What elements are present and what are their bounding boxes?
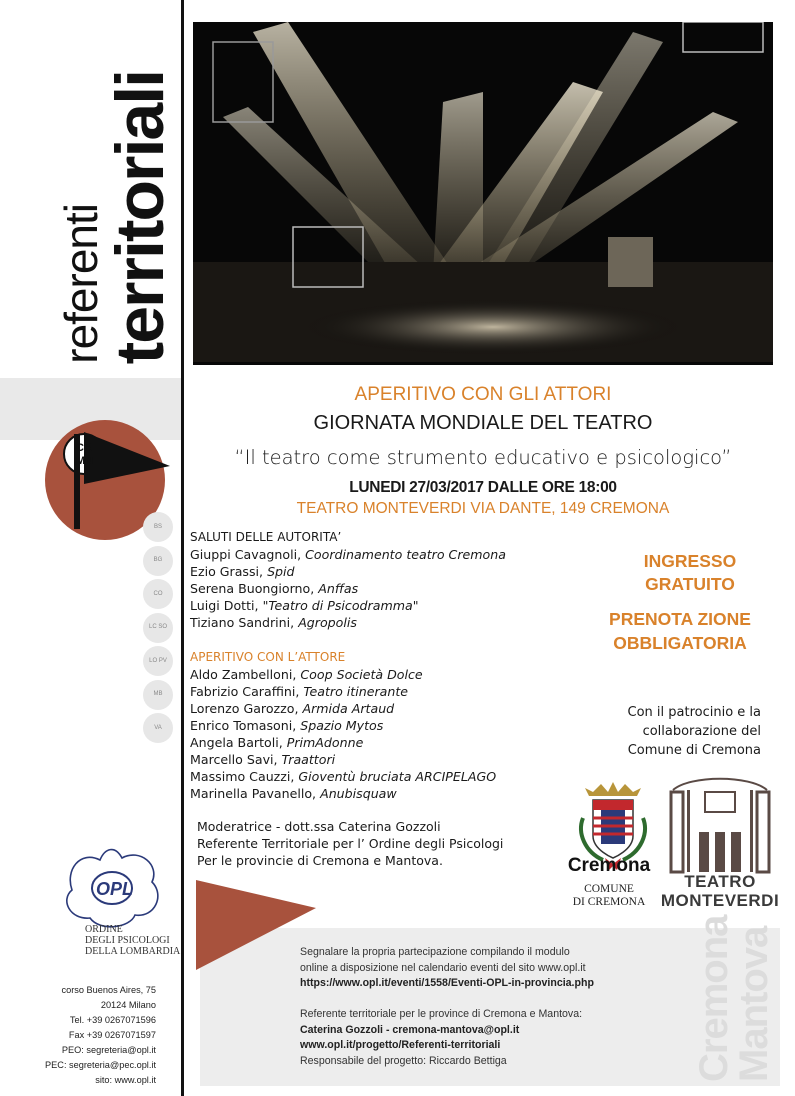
teatro-line: MONTEVERDI	[660, 891, 780, 910]
prenota-line: OBBLIGATORIA	[613, 633, 747, 653]
contact-site: sito: www.opl.it	[95, 1075, 156, 1085]
contact-address: corso Buenos Aires, 75	[61, 985, 156, 995]
event-venue: TEATRO MONTEVERDI VIA DANTE, 149 CREMONA	[296, 500, 670, 517]
list-item: Fabrizio Caraffini, Teatro itinerante	[190, 684, 409, 699]
footer-spacer	[300, 992, 645, 1008]
province-bg: BG	[143, 546, 173, 576]
ingresso-line: INGRESSO	[643, 551, 737, 571]
moderatrice-line: Per le provincie di Cremona e Mantova.	[197, 853, 443, 868]
list-item: Marinella Pavanello, Anubisquaw	[190, 786, 397, 801]
event-subtitle: “Il teatro come strumento educativo e psicologico”	[234, 446, 732, 469]
stage-photo	[193, 22, 773, 365]
footer-link[interactable]: https://www.opl.it/eventi/1558/Eventi-OPL-in-provincia.php	[300, 977, 594, 989]
province-co: CO	[143, 579, 173, 609]
teatro-monteverdi-name	[660, 872, 780, 910]
comune-line: DI CREMONA	[572, 896, 646, 908]
watermark-mantova: Mantova	[732, 926, 776, 1082]
province-va: VA	[143, 713, 173, 743]
stage-lights-image	[193, 22, 773, 365]
org-name-line: ORDINE	[85, 924, 123, 935]
svg-text:OPL: OPL	[96, 879, 134, 899]
contact-tel: Tel. +39 0267071596	[69, 1015, 156, 1025]
svg-text:MN: MN	[76, 455, 94, 467]
moderatrice-block	[197, 818, 577, 869]
contact-city: 20124 Milano	[100, 1000, 156, 1010]
list-item: Giuppi Cavagnoli, Coordinamento teatro Cremona	[190, 547, 506, 562]
list-item: Serena Buongiorno, Anffas	[190, 581, 359, 596]
sidebar-title-small: referenti	[55, 204, 107, 364]
patrocinio-line: Con il patrocinio e la	[627, 705, 761, 720]
footer-line: Responsabile del progetto: Riccardo Bettiga	[300, 1054, 507, 1067]
sidebar-title	[55, 4, 178, 364]
ingresso-gratuito	[600, 550, 780, 596]
moderatrice-line: Moderatrice - dott.ssa Caterina Gozzoli	[197, 819, 441, 834]
list-item: Tiziano Sandrini, Agropolis	[190, 615, 357, 630]
comune-text	[555, 883, 663, 909]
saluti-heading: SALUTI DELLE AUTORITA’	[190, 530, 342, 544]
province-lo-pv: LO PV	[143, 646, 173, 676]
org-name	[85, 924, 185, 957]
watermark	[692, 915, 776, 1082]
footer-line: online a disposizione nel calendario eventi del sito www.opl.it	[300, 961, 586, 974]
org-name-line: DEGLI PSICOLOGI	[85, 935, 170, 946]
patrocinio-text	[596, 703, 761, 760]
list-item: Angela Bartoli, PrimAdonne	[190, 735, 364, 750]
cremona-name: Cremona	[567, 855, 651, 876]
org-name-line: DELLA LOMBARDIA	[85, 946, 181, 957]
svg-text:CR: CR	[76, 442, 92, 454]
attori-list	[190, 649, 610, 802]
list-item: Aldo Zambelloni, Coop Società Dolce	[190, 667, 423, 682]
footer-contact[interactable]: Caterina Gozzoli - cremona-mantova@opl.it	[300, 1023, 520, 1036]
watermark-cremona: Cremona	[692, 915, 736, 1082]
attori-heading: APERITIVO CON L’ATTORE	[190, 650, 346, 664]
footer-line: Segnalare la propria partecipazione compilando il modulo	[300, 946, 570, 958]
list-item: Marcello Savi, Traattori	[190, 752, 336, 767]
contact-pec: PEC: segreteria@pec.opl.it	[45, 1060, 156, 1070]
province-bs: BS	[143, 512, 173, 542]
teatro-monteverdi-logo-icon	[665, 770, 775, 880]
list-item: Massimo Cauzzi, Gioventù bruciata ARCIPELAGO	[190, 769, 497, 784]
province-list	[143, 512, 177, 747]
list-item: Lorenzo Garozzo, Armida Artaud	[190, 701, 395, 716]
list-item: Luigi Dotti, "Teatro di Psicodramma"	[190, 598, 419, 613]
province-mb: MB	[143, 680, 173, 710]
footer-text	[300, 945, 645, 1069]
footer-line: Referente territoriale per le province di Cremona e Mantova:	[300, 1008, 583, 1020]
prenotazione-obbligatoria	[590, 607, 770, 655]
ingresso-line: GRATUITO	[645, 574, 735, 594]
triangle-decoration	[196, 880, 316, 970]
footer-link[interactable]: www.opl.it/progetto/Referenti-territoriali	[300, 1039, 501, 1051]
event-date: LUNEDI 27/03/2017 DALLE ORE 18:00	[349, 479, 617, 496]
contact-peo: PEO: segreteria@opl.it	[61, 1045, 156, 1055]
province-lc-so: LC SO	[143, 613, 173, 643]
event-title: GIORNATA MONDIALE DEL TEATRO	[313, 412, 653, 434]
comune-line: COMUNE	[584, 883, 634, 895]
list-item: Enrico Tomasoni, Spazio Mytos	[190, 718, 384, 733]
event-kicker: APERITIVO CON GLI ATTORI	[354, 384, 612, 405]
prenota-line: PRENOTA ZIONE	[609, 609, 751, 629]
patrocinio-line: Comune di Cremona	[627, 743, 761, 758]
teatro-line: TEATRO	[684, 872, 756, 891]
list-item: Ezio Grassi, Spid	[190, 564, 295, 579]
sidebar-title-big: territoriali	[102, 70, 178, 364]
patrocinio-line: collaborazione del	[642, 724, 761, 739]
saluti-list	[190, 529, 610, 631]
contact-fax: Fax +39 0267071597	[68, 1030, 156, 1040]
contact-block	[20, 983, 156, 1088]
moderatrice-line: Referente Territoriale per l’ Ordine degli Psicologi	[197, 836, 504, 851]
